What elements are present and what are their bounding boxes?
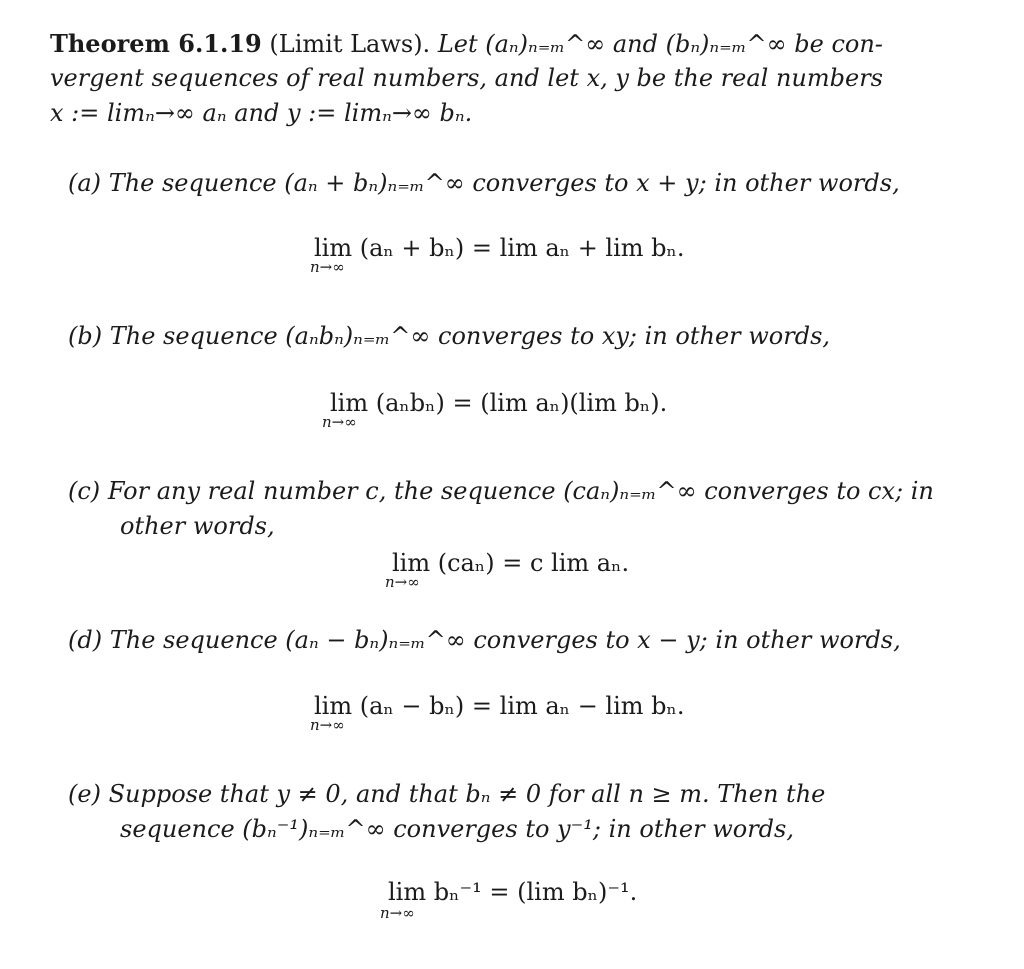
under-c-1: n→∞ [385, 573, 420, 591]
equation-b-subscript [322, 414, 357, 430]
equation-d-text: lim (aₙ − bₙ) = lim aₙ − lim bₙ. [314, 692, 685, 720]
under-e-1: n→∞ [380, 904, 415, 922]
under-b-1: n→∞ [322, 413, 357, 431]
theorem-text-1: Let (aₙ)ₙ₌ₘ^∞ and (bₙ)ₙ₌ₘ^∞ be con- [437, 30, 883, 58]
item-b-tag: (b) [68, 322, 103, 350]
item-e-text-2: sequence (bₙ⁻¹)ₙ₌ₘ^∞ converges to y⁻¹; in other words, [120, 815, 794, 843]
item-b [68, 320, 830, 352]
item-a-tag: (a) [68, 169, 102, 197]
under-a-1: n→∞ [310, 258, 345, 276]
under-d-1: n→∞ [310, 716, 345, 734]
equation-e [388, 876, 637, 908]
item-d [68, 624, 901, 656]
item-d-text: The sequence (aₙ − bₙ)ₙ₌ₘ^∞ converges to x − y; in other words, [109, 626, 901, 654]
theorem-line-2: vergent sequences of real numbers, and let x, y be the real numbers [50, 64, 883, 92]
equation-c-subscript [385, 574, 420, 590]
equation-c-text: lim (caₙ) = c lim aₙ. [392, 549, 630, 577]
item-c-tag: (c) [68, 477, 101, 505]
item-e-text: Suppose that y ≠ 0, and that bₙ ≠ 0 for all n ≥ m. Then the [108, 780, 826, 808]
item-e [68, 778, 825, 810]
theorem-name: (Limit Laws). [269, 30, 431, 58]
equation-d [314, 690, 685, 722]
equation-d-subscript [310, 717, 345, 733]
equation-e-text: lim bₙ⁻¹ = (lim bₙ)⁻¹. [388, 878, 638, 906]
item-c [68, 475, 934, 507]
item-b-text: The sequence (aₙbₙ)ₙ₌ₘ^∞ converges to xy; in other words, [109, 322, 831, 350]
equation-a [314, 232, 685, 264]
equation-e-subscript [380, 905, 415, 921]
equation-b [330, 387, 667, 419]
equation-a-text: lim (aₙ + bₙ) = lim aₙ + lim bₙ. [314, 234, 685, 262]
equation-c [392, 547, 629, 579]
theorem-line-1 [50, 28, 883, 60]
item-d-tag: (d) [68, 626, 103, 654]
equation-a-subscript [310, 259, 345, 275]
item-e-tag: (e) [68, 780, 101, 808]
theorem-label: Theorem 6.1.19 [50, 29, 262, 58]
theorem-line-3: x := limₙ→∞ aₙ and y := limₙ→∞ bₙ. [50, 99, 473, 127]
equation-b-text: lim (aₙbₙ) = (lim aₙ)(lim bₙ). [330, 389, 668, 417]
item-c-text-2: other words, [120, 512, 275, 540]
item-a-text: The sequence (aₙ + bₙ)ₙ₌ₘ^∞ converges to x + y; in other words, [108, 169, 900, 197]
item-c-text: For any real number c, the sequence (caₙ)ₙ₌ₘ^∞ converges to cx; in [107, 477, 934, 505]
item-a [68, 167, 900, 199]
